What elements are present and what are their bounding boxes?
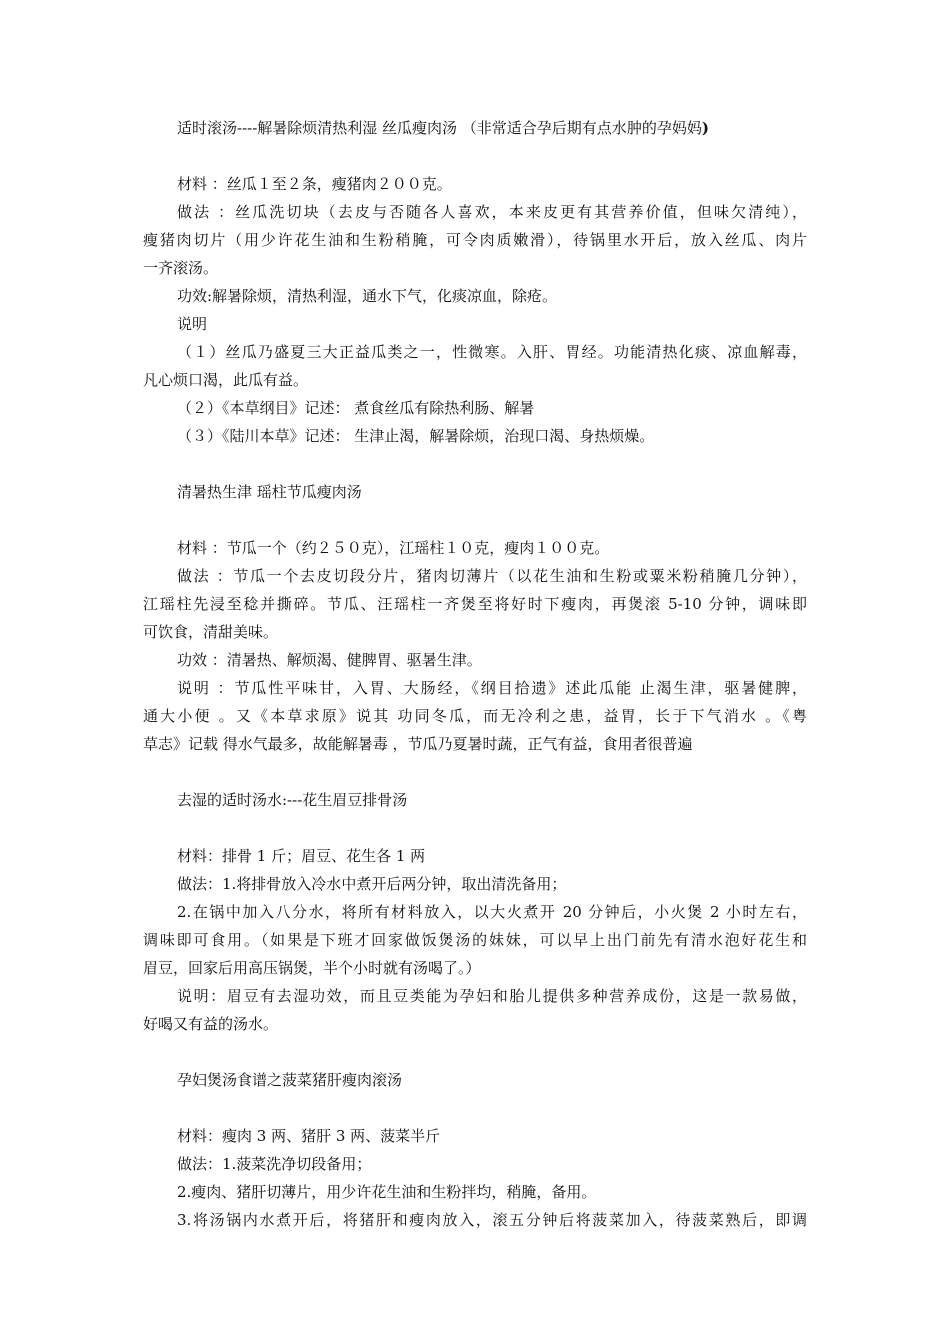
section-3-line-note-1: 说明：眉豆有去湿功效，而且豆类能为孕妇和胎儿提供多种营养成份，这是一款易做，: [177, 987, 807, 1005]
section-1-line-note-3: （３）《陆川本草》记述： 生津止渴，解暑除烦，治现口渴、身热烦燥。: [177, 427, 655, 445]
spacer: [143, 506, 807, 534]
section-1-line-method-3: 一齐滚汤。: [143, 259, 219, 277]
section-2-line-method-2: 江瑶柱先浸至稔并撕碎。节瓜、汪瑶柱一齐煲至将好时下瘦肉，再煲滚 5-10 分钟，调味即: [143, 595, 807, 613]
section-3-title: 去湿的适时汤水:---花生眉豆排骨汤: [177, 791, 408, 809]
section-4-line-method-1: 做法：1.菠菜洗净切段备用；: [177, 1155, 372, 1173]
section-2-line-method-3: 可饮食，清甜美味。: [143, 623, 279, 641]
spacer: [143, 814, 807, 842]
section-2-line-method-1: 做法 ：节瓜一个去皮切段分片，猪肉切薄片（以花生油和生粉或粟米粉稍腌几分钟），: [177, 567, 807, 585]
section-3-line-method-4: 眉豆，回家后用高压锅煲，半个小时就有汤喝了。）: [143, 959, 481, 977]
section-4-title: 孕妇煲汤食谱之菠菜猪肝瘦肉滚汤: [177, 1071, 403, 1089]
section-1-line-method-1: 做法 ：丝瓜洗切块（去皮与否随各人喜欢，本来皮更有其营养价值，但味欠清纯），: [177, 203, 807, 221]
section-2-line-effect: 功效 ：清暑热、解烦渴、健脾胃、驱暑生津。: [177, 651, 482, 669]
section-3-line-method-2: 2.在锅中加入八分水，将所有材料放入，以大火煮开 20 分钟后，小火煲 2 小时左右，: [177, 903, 807, 921]
section-1-line-materials: 材料 ：丝瓜１至２条，瘦猪肉２００克。: [177, 175, 452, 193]
section-4-line-materials: 材料：瘦肉 3 两、猪肝 3 两、菠菜半斤: [177, 1127, 441, 1145]
section-2-line-note-1: 说明 ：节瓜性平味甘，入胃、大肠经，《纲目拾遗》述此瓜能 止渴生津，驱暑健脾，: [177, 679, 807, 697]
document-body: [143, 114, 807, 1234]
section-1-line-note-2: （２）《本草纲目》记述： 煮食丝瓜有除热利肠、解暑: [177, 399, 535, 417]
section-2-line-note-3: 草志》记载 得水气最多，故能解暑毒 ，节瓜乃夏暑时蔬，正气有益，食用者很普遍: [143, 735, 693, 753]
section-1-line-note-heading: 说明: [177, 315, 208, 333]
section-1-line-note-1b: 凡心烦口渴，此瓜有益。: [143, 371, 309, 389]
section-1-line-effect: 功效:解暑除烦，清热利湿，通水下气，化痰凉血，除疮。: [177, 287, 558, 305]
spacer: [143, 1094, 807, 1122]
section-1-line-note-1: （１）丝瓜乃盛夏三大正益瓜类之一，性微寒。入肝、胃经。功能清热化痰、凉血解毒，: [177, 343, 807, 361]
section-1-line-method-2: 瘦猪肉切片（用少许花生油和生粉稍腌，可令肉质嫩滑），待锅里水开后，放入丝瓜、肉片: [143, 231, 807, 249]
section-1-title-tail: ): [701, 119, 709, 137]
section-1-title-main: 适时滚汤----解暑除烦清热利湿 丝瓜瘦肉汤 （非常适合孕后期有点水肿的孕妈妈: [177, 119, 702, 137]
section-3-line-method-1: 做法：1.将排骨放入冷水中煮开后两分钟，取出清洗备用；: [177, 875, 567, 893]
spacer: [143, 450, 807, 478]
spacer: [143, 1038, 807, 1066]
section-2-title: 清暑热生津 瑶柱节瓜瘦肉汤: [177, 483, 362, 501]
section-3-line-method-3: 调味即可食用。（如果是下班才回家做饭煲汤的妹妹，可以早上出门前先有清水泡好花生和: [143, 931, 807, 949]
spacer: [143, 758, 807, 786]
section-4-line-method-2: 2.瘦肉、猪肝切薄片，用少许花生油和生粉拌均，稍腌，备用。: [177, 1183, 597, 1201]
section-3-line-note-2: 好喝又有益的汤水。: [143, 1015, 279, 1033]
section-3-line-materials: 材料：排骨 1 斤；眉豆、花生各 1 两: [177, 847, 426, 865]
spacer: [143, 142, 807, 170]
section-4-line-method-3: 3.将汤锅内水煮开后，将猪肝和瘦肉放入，滚五分钟后将菠菜加入，待菠菜熟后，即调: [177, 1211, 807, 1229]
section-2-line-note-2: 通大小便 。又《本草求原》说其 功同冬瓜，而无冷利之患，益胃，长于下气消水 。《粤: [143, 707, 807, 725]
section-2-line-materials: 材料 ：节瓜一个（约２５０克），江瑶柱１０克，瘦肉１００克。: [177, 539, 610, 557]
section-1-title: [143, 114, 807, 142]
